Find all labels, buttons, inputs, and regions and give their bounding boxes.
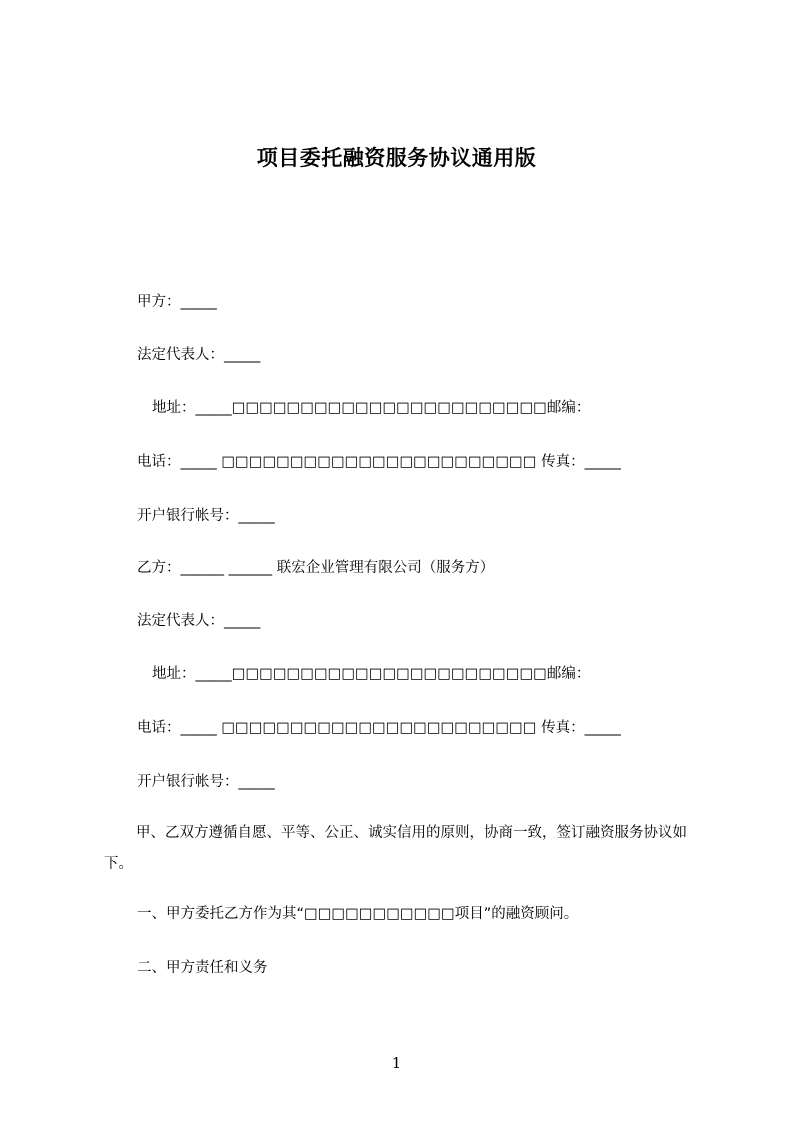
party-a-address: 地址：_____□□□□□□□□□□□□□□□□□□□□□□□邮编： [152,400,591,416]
party-b-address: 地址：_____□□□□□□□□□□□□□□□□□□□□□□□邮编： [152,666,591,682]
clause-2-heading: 二、甲方责任和义务 [137,960,268,976]
party-a-legal-rep: 法定代表人：_____ [137,347,261,363]
intro-paragraph: 甲、乙双方遵循自愿、平等、公正、诚实信用的原则，协商一致，签订融资服务协议如下。 [104,825,687,872]
party-a-bank-account: 开户银行帐号：_____ [137,508,275,524]
page-number: 1 [391,1054,402,1072]
clause-1: 一、甲方委托乙方作为其“□□□□□□□□□□□项目”的融资顾问。 [137,906,579,922]
party-b-phone-fax: 电话：_____ □□□□□□□□□□□□□□□□□□□□□□□ 传真：_____ [137,720,621,736]
party-b-name: 乙方：______ ______ 联宏企业管理有限公司（服务方） [137,560,495,576]
party-a-name: 甲方：_____ [137,294,217,310]
party-b-bank-account: 开户银行帐号：_____ [137,774,275,790]
page-title: 项目委托融资服务协议通用版 [256,146,537,170]
party-a-phone-fax: 电话：_____ □□□□□□□□□□□□□□□□□□□□□□□ 传真：_____ [137,454,621,470]
party-b-legal-rep: 法定代表人：_____ [137,613,261,629]
